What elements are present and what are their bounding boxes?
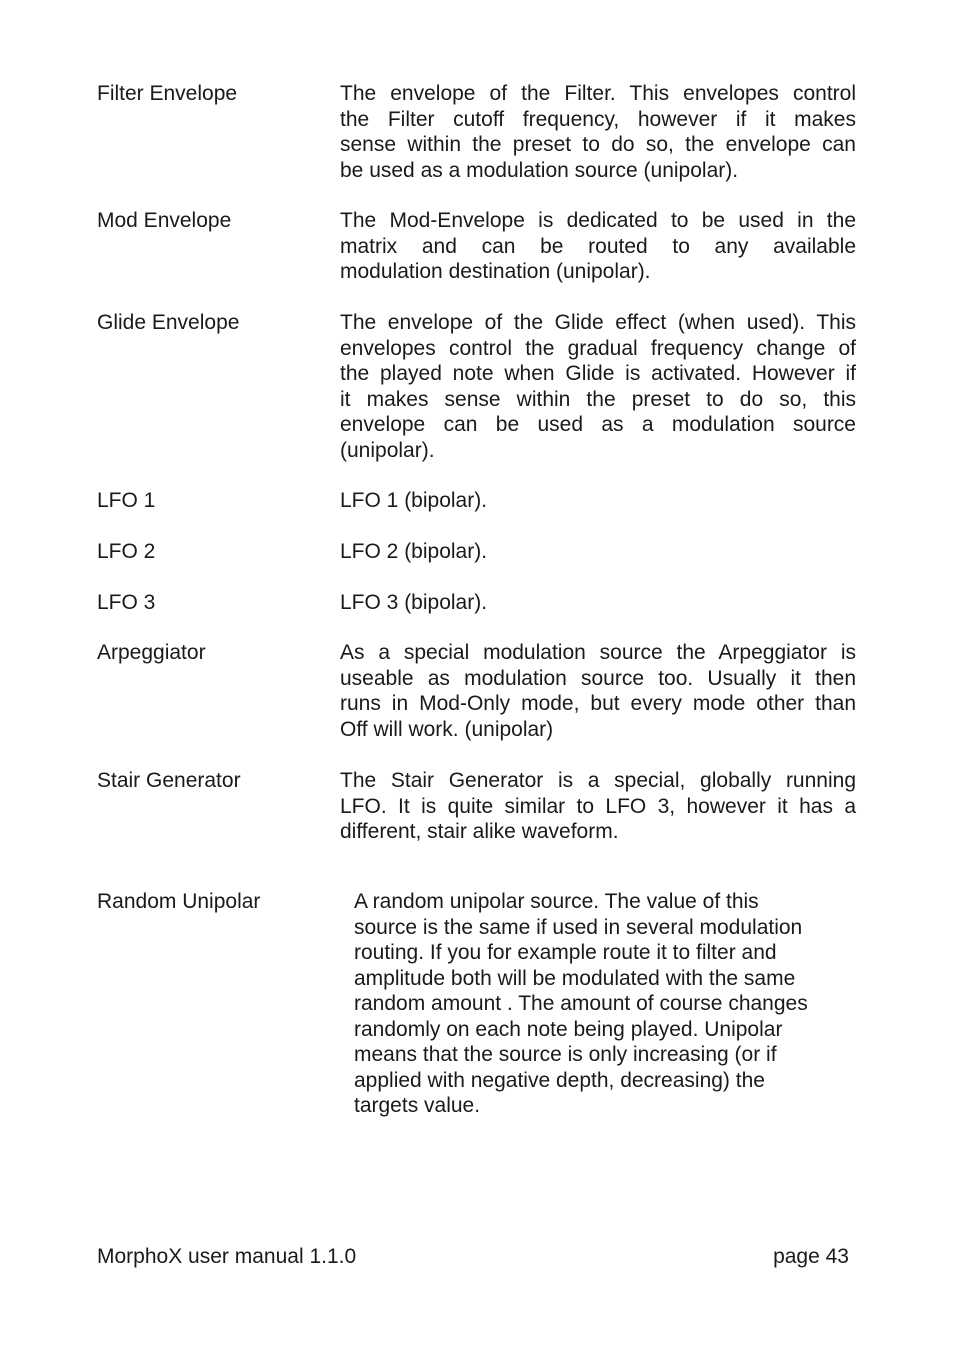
- term: Random Unipolar: [97, 890, 261, 913]
- description: [340, 488, 856, 514]
- description-line: runs in Mod-Only mode, but every mode other than: [340, 692, 856, 715]
- description-line: The Stair Generator is a special, globally running: [340, 769, 856, 792]
- description-line: the played note when Glide is activated. However if: [340, 362, 856, 385]
- term: LFO 2: [97, 540, 156, 563]
- description-line: random amount . The amount of course changes: [354, 992, 808, 1015]
- term: Filter Envelope: [97, 82, 238, 105]
- description: [340, 590, 856, 616]
- description-line: be used as a modulation source (unipolar).: [340, 158, 739, 182]
- description-line: useable as modulation source too. Usually it then: [340, 666, 856, 690]
- description-line: LFO. It is quite similar to LFO 3, however it has a: [340, 794, 856, 818]
- description-line: the Filter cutoff frequency, however if it makes: [340, 107, 856, 131]
- description-line: Off will work. (unipolar): [340, 717, 554, 741]
- term: Mod Envelope: [97, 209, 232, 232]
- description-line: different, stair alike waveform.: [340, 820, 619, 843]
- description: [340, 768, 856, 845]
- description: [340, 81, 856, 183]
- description-line: envelope can be used as a modulation source: [340, 413, 856, 436]
- description-line: LFO 1 (bipolar).: [340, 489, 488, 512]
- description-line: (unipolar).: [340, 438, 435, 462]
- description: [340, 208, 856, 285]
- description-line: envelopes control the gradual frequency change of: [340, 336, 856, 360]
- document-title: MorphoX user manual 1.1.0: [97, 1245, 357, 1268]
- term: LFO 1: [97, 489, 156, 512]
- page-footer: [97, 1244, 849, 1270]
- description-line: matrix and can be routed to any available: [340, 234, 856, 258]
- page-number: page 43: [773, 1245, 849, 1268]
- description-line: The Mod-Envelope is dedicated to be used in the: [340, 209, 856, 232]
- description-line: LFO 2 (bipolar).: [340, 540, 488, 563]
- description-line: targets value.: [354, 1094, 481, 1117]
- description: [340, 310, 856, 463]
- term: Stair Generator: [97, 769, 241, 792]
- description-line: LFO 3 (bipolar).: [340, 591, 488, 614]
- description-line: amplitude both will be modulated with the same: [354, 966, 796, 990]
- term: Arpeggiator: [97, 641, 206, 664]
- description: [340, 640, 856, 742]
- description: [354, 889, 856, 1119]
- description-line: modulation destination (unipolar).: [340, 260, 651, 283]
- description-line: As a special modulation source the Arpeggiator is: [340, 641, 856, 664]
- description-line: The envelope of the Glide effect (when used). This: [340, 311, 856, 334]
- description-line: means that the source is only increasing (or if: [354, 1043, 777, 1066]
- description-line: applied with negative depth, decreasing) the: [354, 1068, 765, 1092]
- description: [340, 539, 856, 565]
- description-line: sense within the preset to do so, the envelope can: [340, 133, 856, 156]
- description-line: randomly on each note being played. Unipolar: [354, 1017, 783, 1041]
- term: Glide Envelope: [97, 311, 240, 334]
- description-line: source is the same if used in several modulation: [354, 915, 803, 939]
- description-line: A random unipolar source. The value of this: [354, 890, 759, 913]
- term: LFO 3: [97, 591, 156, 614]
- description-line: routing. If you for example route it to filter and: [354, 941, 777, 964]
- description-line: The envelope of the Filter. This envelopes control: [340, 82, 856, 105]
- description-line: it makes sense within the preset to do so, this: [340, 387, 856, 411]
